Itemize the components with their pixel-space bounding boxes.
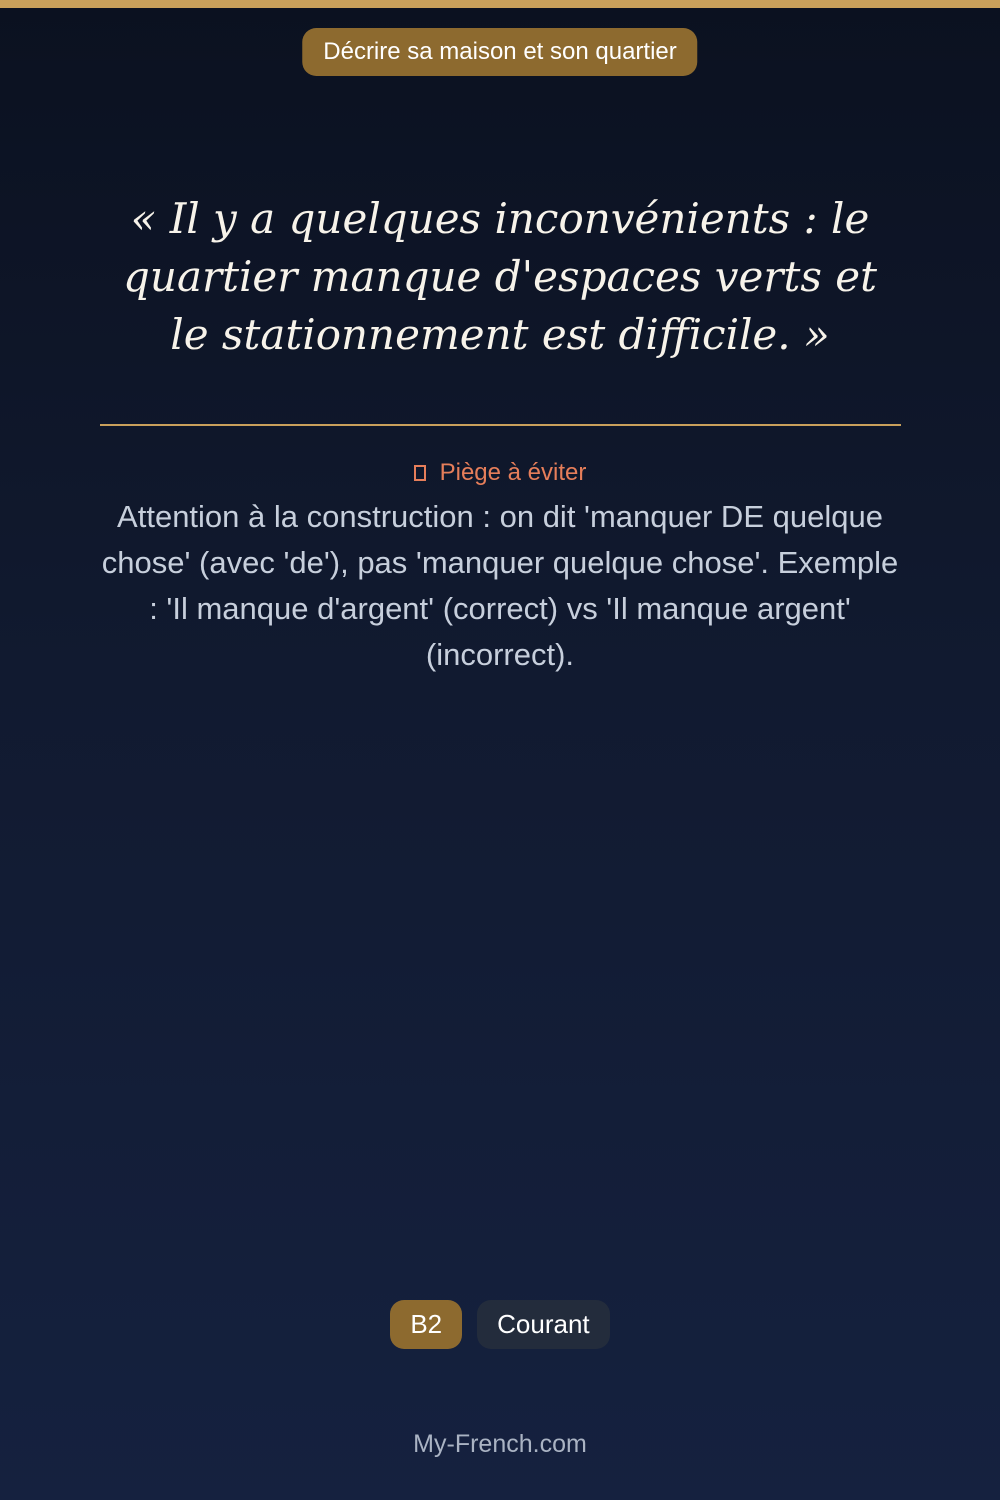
example-quote: « Il y a quelques inconvénients : le quartier manque d'espaces verts et le stationnement est difficile. » [123, 194, 877, 359]
pitfall-explanation: Attention à la construction : on dit 'manquer DE quelque chose' (avec 'de'), pas 'manquer quelque chose'. Exemple : 'Il manque d'argent' (correct) vs 'Il manque argent' (incorrect). [101, 499, 899, 672]
level-badge: B2 [390, 1300, 462, 1349]
pitfall-heading [0, 458, 1000, 488]
top-accent-bar [0, 0, 1000, 8]
topic-badge: Décrire sa maison et son quartier [302, 28, 697, 76]
tag-row [0, 1300, 1000, 1349]
register-badge: Courant [477, 1300, 610, 1349]
warning-box-icon [414, 465, 426, 481]
pitfall-label: Piège à éviter [439, 459, 587, 486]
site-footer: My-French.com [413, 1430, 587, 1458]
divider [100, 424, 901, 426]
